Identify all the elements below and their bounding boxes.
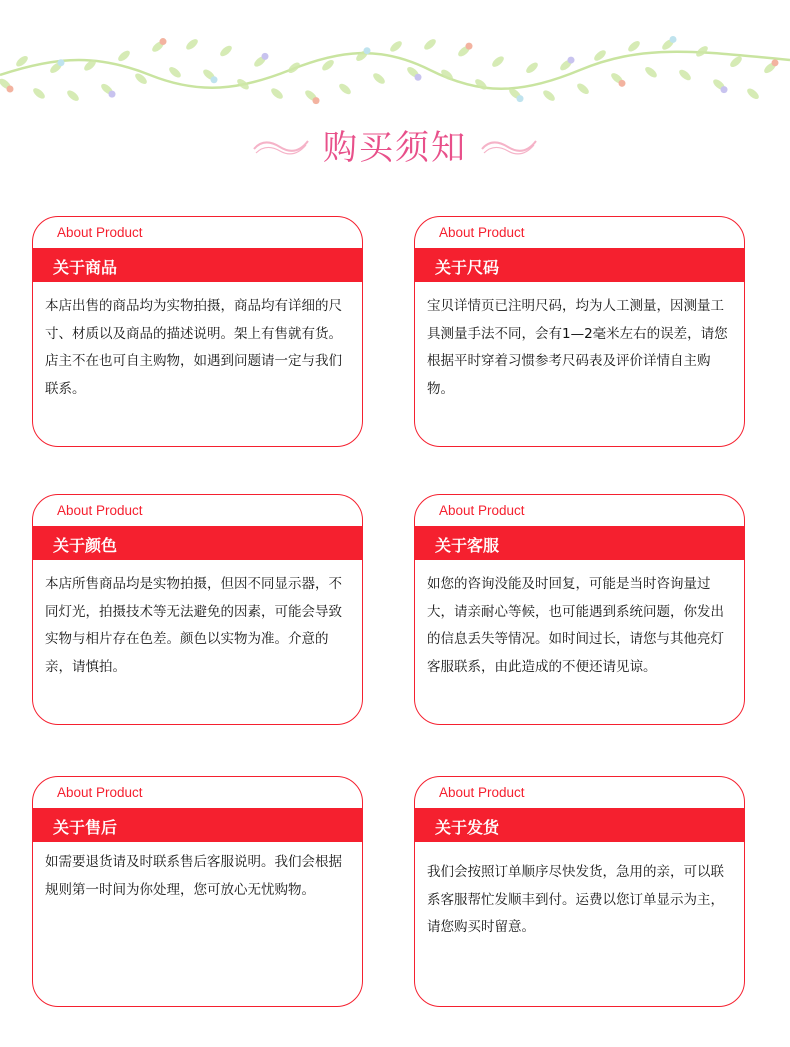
card-heading: 关于商品 — [33, 248, 362, 282]
card-service — [414, 494, 745, 725]
page-title: 购买须知 — [323, 128, 467, 168]
bud-icon — [772, 59, 779, 66]
leaf-icon — [745, 87, 760, 101]
card-eyebrow: About Product — [439, 503, 525, 518]
card-heading: 关于客服 — [415, 526, 744, 560]
card-text: 如需要退货请及时联系售后客服说明。我们会根据规则第一时间为你处理，您可放心无忧购物。 — [45, 854, 342, 898]
card-product — [32, 216, 363, 447]
leaf-icon — [422, 37, 437, 51]
card-heading: 关于售后 — [33, 808, 362, 842]
card-text: 如您的咨询没能及时回复，可能是当时咨询量过大，请亲耐心等候，也可能遇到系统问题，你发出的信息丢失等情况。如时间过长，请您与其他亮灯客服联系，由此造成的不便还请见谅。 — [427, 576, 724, 675]
card-heading: 关于发货 — [415, 808, 744, 842]
bud-icon — [58, 59, 65, 66]
right-swirl-icon — [480, 133, 538, 157]
bud-icon — [109, 91, 116, 98]
leaf-icon — [218, 44, 233, 58]
card-eyebrow: About Product — [57, 503, 143, 518]
card-text: 我们会按照订单顺序尽快发货，急用的亲，可以联系客服帮忙发顺丰到付。运费以您订单显示为主，请您购买时留意。 — [427, 864, 724, 935]
card-text: 宝贝详情页已注明尺码，均为人工测量，因测量工具测量手法不同，会有1—2毫米左右的误差，请您根据平时穿着习惯参考尺码表及评价详情自主购物。 — [427, 298, 728, 397]
bud-icon — [466, 43, 473, 50]
card-eyebrow: About Product — [439, 225, 525, 240]
leaf-icon — [167, 65, 182, 79]
bud-icon — [415, 74, 422, 81]
bud-icon — [7, 86, 14, 93]
floral-vine-decoration — [0, 30, 790, 110]
card-eyebrow: About Product — [439, 785, 525, 800]
card-eyebrow: About Product — [57, 225, 143, 240]
card-shipping — [414, 776, 745, 1007]
leaf-icon — [371, 71, 386, 85]
card-size — [414, 216, 745, 447]
leaf-icon — [524, 61, 539, 75]
leaf-icon — [473, 77, 488, 91]
bud-icon — [262, 53, 269, 60]
title-area — [0, 120, 790, 169]
bud-icon — [619, 80, 626, 87]
leaf-icon — [388, 39, 403, 53]
leaf-icon — [626, 39, 641, 53]
leaf-icon — [490, 54, 505, 68]
bud-icon — [517, 95, 524, 102]
card-color — [32, 494, 363, 725]
card-heading: 关于尺码 — [415, 248, 744, 282]
card-heading: 关于颜色 — [33, 526, 362, 560]
leaf-icon — [677, 68, 692, 82]
card-text: 本店出售的商品均为实物拍摄，商品均有详细的尺寸、材质以及商品的描述说明。架上有售就有货。店主不在也可自主购物，如遇到问题请一定与我们联系。 — [45, 298, 342, 397]
leaf-icon — [184, 37, 199, 51]
card-text: 本店所售商品均是实物拍摄，但因不同显示器，不同灯光，拍摄技术等无法避免的因素，可能会导致实物与相片存在色差。颜色以实物为准。介意的亲，请慎拍。 — [45, 576, 342, 675]
card-eyebrow: About Product — [57, 785, 143, 800]
leaf-icon — [116, 49, 131, 63]
bud-icon — [568, 57, 575, 64]
leaf-icon — [269, 86, 284, 100]
bud-icon — [364, 47, 371, 54]
card-aftersales — [32, 776, 363, 1007]
bud-icon — [211, 76, 218, 83]
leaf-icon — [65, 89, 80, 103]
bud-icon — [313, 97, 320, 104]
leaf-icon — [541, 88, 556, 102]
leaf-icon — [728, 55, 743, 69]
leaf-icon — [575, 82, 590, 96]
bud-icon — [670, 36, 677, 43]
bud-icon — [160, 38, 167, 45]
leaf-icon — [31, 86, 46, 100]
leaf-icon — [337, 82, 352, 96]
leaf-icon — [643, 65, 658, 79]
bud-icon — [721, 86, 728, 93]
left-swirl-icon — [252, 133, 310, 157]
